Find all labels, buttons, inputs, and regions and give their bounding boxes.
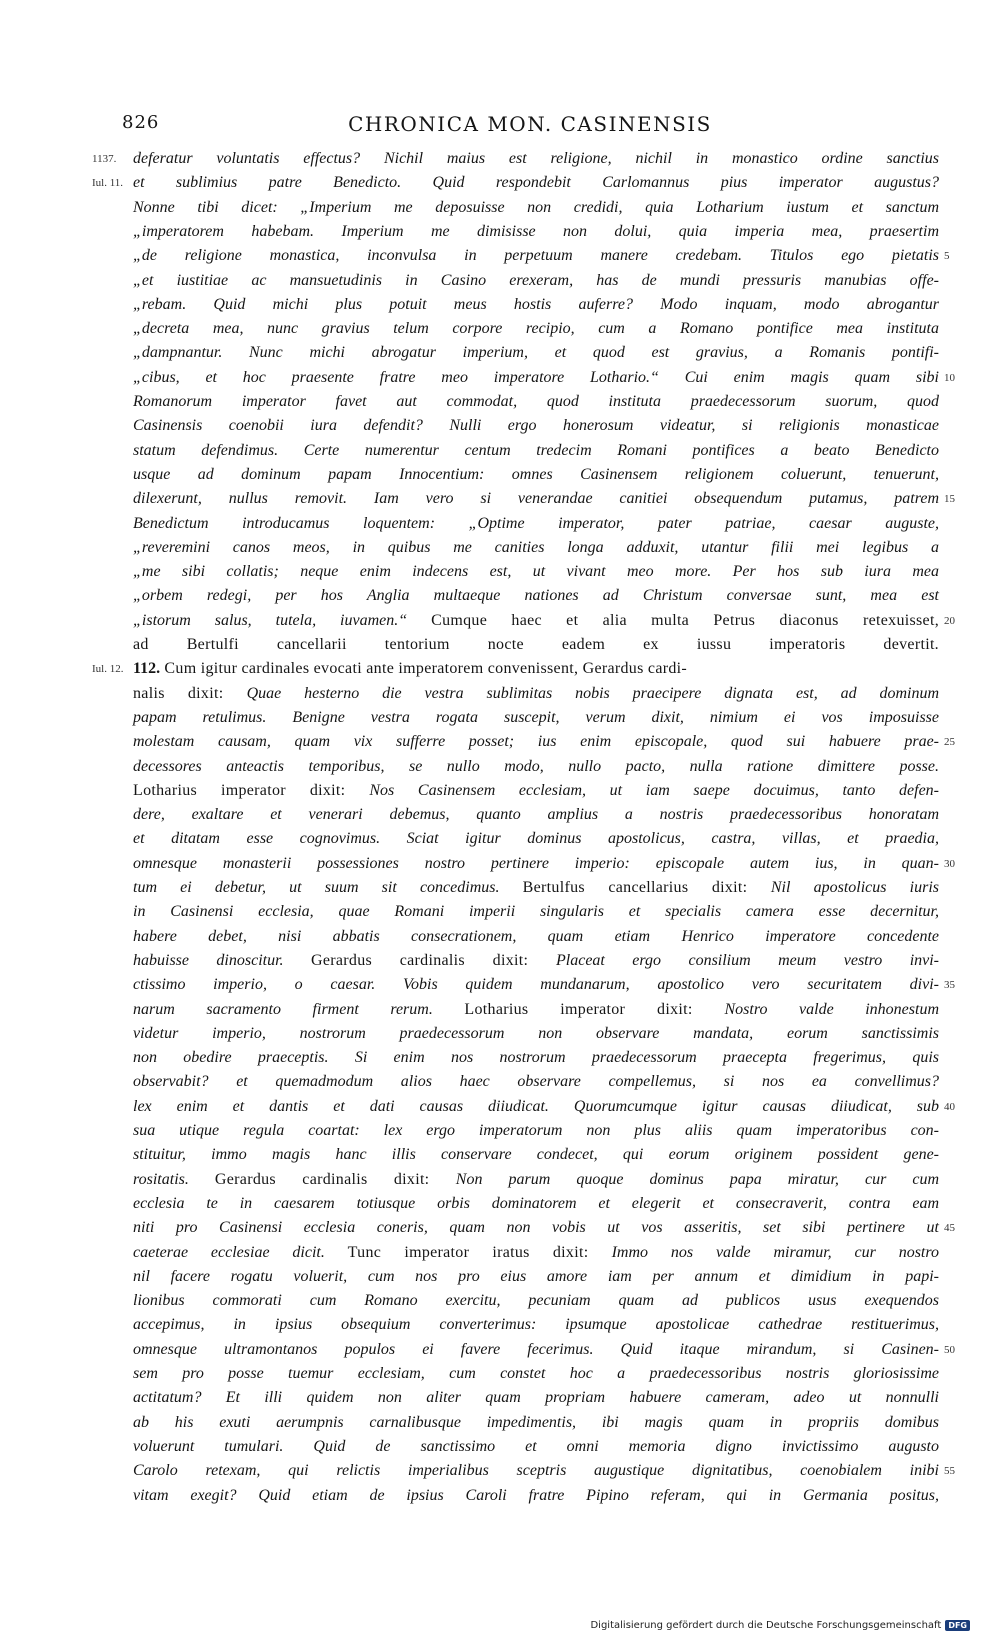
page-number: 826 [122, 112, 160, 133]
text-line [133, 973, 939, 997]
text-line [133, 584, 939, 608]
text-line [133, 171, 939, 195]
text-segment: accepimus, in ipsius obsequium converterimus: ipsumque apostolicae cathedrae restituerimus, [133, 1316, 939, 1334]
text-segment: Nonne tibi dicet: „Imperium me deposuisse non credidi, quia Lotharium iustum et sanctum [133, 198, 939, 216]
text-line [133, 755, 939, 779]
text-segment: nil facere rogatu voluerit, cum nos pro eius amore iam per annum et dimidium in papi- [133, 1267, 939, 1285]
text-segment: „et iustitiae ac mansuetudinis in Casino erexeram, has de mundi pressuris manubias offe- [133, 271, 939, 289]
text-line [133, 1095, 939, 1119]
text-segment: deferatur voluntatis effectus? Nichil maius est religione, nichil in monastico ordine sanctius [133, 150, 939, 167]
text-line [133, 293, 939, 317]
text-line [133, 779, 939, 803]
text-segment: Carolo retexam, qui relictis imperialibus sceptris augustique dignitatibus, coenobialem inibi [133, 1462, 939, 1480]
text-segment: et ditatam esse cognovimus. Sciat igitur dominus apostolicus, castra, villas, et praedia, [133, 830, 939, 848]
text-line [133, 1168, 939, 1192]
text-segment: Nil apostolicus iuris [770, 879, 939, 896]
line-number: 30 [944, 857, 955, 870]
text-segment: papam retulimus. Benigne vestra rogata suscepit, verum dixit, nimium ei vos imposuisse [133, 708, 939, 726]
text-line [133, 366, 939, 390]
text-segment: „cibus, et hoc praesente fratre meo imperatore Lothario.“ Cui enim magis quam sibi [133, 368, 939, 386]
text-line [133, 1022, 939, 1046]
text-segment: Immo nos valde miramur, cur nostro [611, 1243, 939, 1261]
text-segment: Gerardus cardinalis dixit: [214, 1170, 456, 1188]
text-segment: ab his exuti aerumpnis carnalibusque impedimentis, ibi magis quam in propriis domibus [133, 1413, 939, 1431]
text-segment: „me sibi collatis; neque enim indecens est, ut vivant meo more. Per hos sub iura mea [133, 563, 939, 581]
margin-date: 1137. [92, 153, 117, 165]
text-segment: omnesque ultramontanos populos ei favere fecerimus. Quid itaque mirandum, si Casinen- [133, 1340, 939, 1358]
text-line [133, 512, 939, 536]
text-line [133, 1241, 939, 1265]
text-line [133, 900, 939, 924]
text-line [133, 1143, 939, 1167]
text-segment: „istorum salus, tutela, iuvamen.“ [133, 611, 432, 629]
text-segment: „de religione monastica, inconvulsa in perpetuum manere credebam. Titulos ego pietatis [133, 247, 939, 265]
text-segment: stituitur, immo magis hanc illis conservare condecet, qui eorum originem possident gene- [133, 1146, 939, 1164]
text-segment: habuisse dinoscitur. [133, 951, 311, 969]
text-segment: non obedire praeceptis. Si enim nos nostrorum praedecessorum praecepta fregerimus, quis [133, 1049, 939, 1067]
text-segment: caeterae ecclesiae dicit. [133, 1243, 348, 1261]
text-segment: molestam causam, quam vix sufferre posset; ius enim episcopale, quod sui habuere prae- [133, 733, 939, 751]
text-line [133, 220, 939, 244]
dfg-logo: DFG [945, 1620, 970, 1631]
line-number: 20 [944, 614, 955, 627]
footer-text: Digitalisierung gefördert durch die Deutsche Forschungsgemeinschaft [590, 1620, 942, 1631]
text-line [133, 827, 939, 851]
text-line [133, 463, 939, 487]
line-number: 50 [944, 1343, 955, 1356]
text-segment: rositatis. [133, 1170, 215, 1188]
text-segment: vitam exegit? Quid etiam de ipsius Caroli fratre Pipino referam, qui in Germania positus, [133, 1486, 939, 1504]
text-segment: sem pro posse tuemur ecclesiam, cum constet hoc a praedecessoribus nostris gloriosissime [133, 1365, 939, 1382]
text-segment: tum ei debetur, ut suum sit concedimus. [133, 879, 523, 896]
text-segment: voluerunt tumulari. Quid de sanctissimo et omni memoria digno invictissimo augusto [133, 1437, 939, 1455]
text-line [133, 269, 939, 293]
text-line [133, 1338, 939, 1362]
text-segment: videtur imperio, nostrorum praedecessorum non observare mandata, eorum sanctissimis [133, 1024, 939, 1042]
text-line [133, 1046, 939, 1070]
text-line [133, 1192, 939, 1216]
text-line [133, 998, 939, 1022]
text-segment: „decreta mea, nunc gravius telum corpore recipio, cum a Romano pontifice mea instituta [133, 320, 939, 338]
page-header [122, 112, 938, 142]
text-segment: nalis dixit: [133, 684, 247, 702]
text-line [133, 949, 939, 973]
text-segment: Romanorum imperator favet aut commodat, quod instituta praedecessorum suorum, quod [133, 393, 939, 410]
text-segment: sua utique regula coartat: lex ergo imperatorum non plus aliis quam imperatoribus con- [133, 1122, 939, 1139]
text-segment: et sublimius patre Benedicto. Quid respondebit Carlomannus pius imperator augustus? [133, 174, 939, 192]
running-title: CHRONICA MON. CASINENSIS [348, 112, 712, 136]
text-segment: lex enim et dantis et dati causas diiudicat. Quorumcumque igitur causas diiudicat, sub [133, 1097, 939, 1115]
text-segment: ecclesia te in caesarem totiusque orbis dominatorem et elegerit et consecraverit, contra eam [133, 1194, 939, 1212]
text-segment: narum sacramento firment rerum. [133, 1000, 465, 1018]
text-segment: „reveremini canos meos, in quibus me canities longa adduxit, utantur filii mei legibus a [133, 538, 939, 556]
text-line [133, 439, 939, 463]
line-number: 10 [944, 371, 955, 384]
text-line [133, 730, 939, 754]
text-segment: lionibus commorati cum Romano exercitu, pecuniam quam ad publicos usus exequendos [133, 1292, 939, 1310]
margin-date: Iul. 12. [92, 663, 124, 676]
line-number: 15 [944, 493, 955, 506]
text-segment: in Casinensi ecclesia, quae Romani imperii singularis et specialis camera esse decernitur, [133, 903, 939, 921]
text-line [133, 341, 939, 365]
text-segment: Gerardus cardinalis dixit: [310, 951, 556, 969]
text-segment: „imperatorem habebam. Imperium me dimisisse non dolui, quia imperia mea, praesertim [133, 222, 939, 240]
text-line [133, 706, 939, 730]
text-line [133, 1119, 939, 1143]
text-segment: ad Bertulfi cancellarii tentorium nocte eadem ex iussu imperatoris devertit. [133, 636, 939, 653]
text-segment: Nostro valde inhonestum [724, 1000, 939, 1018]
text-line [133, 244, 939, 268]
text-line [133, 317, 939, 341]
text-segment: habere debet, nisi abbatis consecrationem, quam etiam Henrico imperatore concedente [133, 927, 939, 945]
text-line [133, 1484, 939, 1508]
text-line [133, 1362, 939, 1386]
text-segment: statum defendimus. Certe numerentur centum tredecim Romani pontifices a beato Benedicto [133, 441, 939, 459]
text-line [133, 682, 939, 706]
line-number: 35 [944, 979, 955, 992]
text-segment: „orbem redegi, per hos Anglia multaeque nationes ad Christum conversae sunt, mea est [133, 587, 939, 605]
text-line [133, 560, 939, 584]
text-segment: dilexerunt, nullus removit. Iam vero si venerandae canitiei obsequendum putamus, patrem [133, 490, 939, 508]
text-line [133, 1265, 939, 1289]
text-segment: omnesque monasterii possessiones nostro pertinere imperio: episcopale autem ius, in quan- [133, 854, 939, 872]
text-line [133, 1386, 939, 1410]
text-line [133, 487, 939, 511]
text-line [133, 925, 939, 949]
footer-credit [590, 1620, 970, 1631]
text-line [133, 390, 939, 414]
text-line [133, 1289, 939, 1313]
text-segment: Non parum quoque dominus papa miratur, cur cum [455, 1170, 939, 1188]
text-segment: 112. [133, 660, 161, 678]
line-number: 45 [944, 1222, 955, 1235]
text-line [133, 609, 939, 633]
line-number: 5 [944, 250, 950, 263]
line-number: 40 [944, 1100, 955, 1113]
text-segment: ctissimo imperio, o caesar. Vobis quidem mundanarum, apostolico vero securitatem divi- [133, 976, 939, 994]
text-line [133, 633, 939, 657]
text-segment: decessores anteactis temporibus, se nullo modo, nullo pacto, nulla ratione dimittere posse. [133, 757, 939, 775]
text-segment: „rebam. Quid michi plus potuit meus hostis auferre? Modo inquam, modo abrogantur [133, 295, 939, 313]
text-segment: Cum igitur cardinales evocati ante imperatorem convenissent, Gerardus cardi- [160, 660, 688, 678]
text-line [133, 147, 939, 171]
text-segment: dere, exaltare et venerari debemus, quanto amplius a nostris praedecessoribus honoratam [133, 806, 939, 824]
text-segment: „dampnantur. Nunc michi abrogatur imperium, et quod est gravius, a Romanis pontifi- [133, 344, 939, 362]
text-segment: Lotharius imperator dixit: [133, 781, 370, 799]
text-line [133, 1313, 939, 1337]
text-line [133, 1216, 939, 1240]
text-segment: usque ad dominum papam Innocentium: omnes Casinensem religionem coluerunt, tenuerunt, [133, 465, 939, 483]
text-segment: Quae hesterno die vestra sublimitas nobis praecipere dignata est, ad dominum [246, 684, 940, 702]
text-line [133, 852, 939, 876]
text-line [133, 657, 939, 681]
text-line [133, 876, 939, 900]
margin-date: Iul. 11. [92, 177, 124, 190]
text-segment: Benedictum introducamus loquentem: „Optime imperator, pater patriae, caesar auguste, [133, 514, 939, 532]
text-line [133, 1070, 939, 1094]
text-segment: Placeat ergo consilium meum vestro invi- [556, 951, 940, 969]
text-segment: Casinensis coenobii iura defendit? Nulli ergo honerosum videatur, si religionis monasticae [133, 417, 939, 435]
line-number: 25 [944, 736, 955, 749]
line-number: 55 [944, 1465, 955, 1478]
text-segment: Lotharius imperator dixit: [464, 1000, 725, 1018]
text-segment: actitatum? Et illi quidem non aliter quam propriam habuere cameram, adeo ut nonnulli [133, 1389, 939, 1407]
text-line [133, 414, 939, 438]
text-segment: Tunc imperator iratus dixit: [347, 1243, 612, 1261]
text-segment: Nos Casinensem ecclesiam, ut iam saepe docuimus, tanto defen- [369, 781, 939, 799]
text-line [133, 1411, 939, 1435]
text-line [133, 536, 939, 560]
text-line [133, 803, 939, 827]
text-segment: Bertulfus cancellarius dixit: [522, 879, 771, 896]
text-line [133, 196, 939, 220]
text-segment: niti pro Casinensi ecclesia coneris, quam non vobis ut vos asseritis, set sibi pertinere ut [133, 1219, 939, 1237]
text-line [133, 1435, 939, 1459]
text-line [133, 1459, 939, 1483]
text-segment: observabit? et quemadmodum alios haec observare compellemus, si nos ea convellimus? [133, 1073, 939, 1091]
text-segment: Cumque haec et alia multa Petrus diaconus retexuisset, [431, 611, 939, 629]
